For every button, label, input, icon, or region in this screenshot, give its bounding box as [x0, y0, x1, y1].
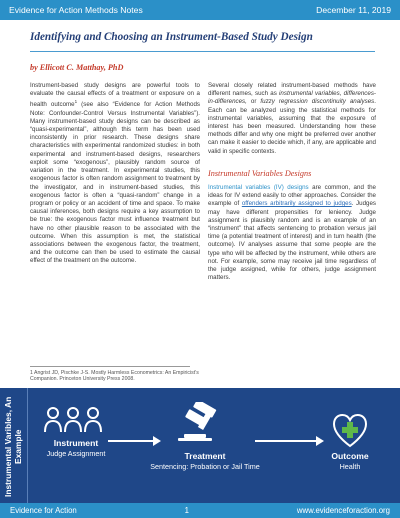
footer-bar: [0, 503, 400, 518]
methods-paragraph: Several closely related instrument-based methods have different names, such as instrumental variables, differences-in-differences, or fuzzy regression discontinuity analyses. Each can be analyzed using the statistical methods for instrumental variables, assuming that the exposure of interest has been measured. Understanding how these methods differ and why one might be preferred over another can make it easier to decide which, if any, are applicable and valid in specific contexts.: [208, 82, 376, 155]
iv-example-panel: [0, 388, 400, 503]
document-title: Identifying and Choosing an Instrument-Based Study Design: [30, 31, 313, 43]
arrow-treatment-outcome: [255, 440, 317, 442]
arrow-head-1: [153, 436, 161, 446]
footer-website-link[interactable]: www.evidenceforaction.org: [296, 506, 390, 515]
stage-treatment-title: Treatment: [184, 451, 226, 461]
arrow-head-2: [316, 436, 324, 446]
stage-outcome-subtitle: Health: [339, 462, 361, 471]
stage-instrument-title: Instrument: [53, 438, 99, 448]
footnote-marker[interactable]: 1: [74, 99, 78, 105]
stage-treatment-subtitle: Sentencing: Probation or Jail Time: [150, 462, 260, 471]
example-side-label: Instrumental Varibles, An Example: [3, 396, 23, 497]
stage-outcome-title: Outcome: [331, 451, 369, 461]
people-icon: [43, 406, 103, 434]
intro-paragraph: Instrument-based study designs are powerful tools to evaluate the causal effects of a treatment or exposure on a health outcome$^1$ (see also “Evidence for Action Methods Note: Confounder-Control Versus Instrumental Variables”). Many instrument-based study designs can be described as “quasi-experimental”, although this term has been used inconsistently in prior research. These designs share characteristics with experimental randomized studies: in both experimental and instrument-based designs, researchers exploit some “exogenous”, plausibly random source of variation in the treatment. In experimental studies, this exogenous factor is often random assignment to treatment by the investigator, and in instrument-based studies, this exogenous factor is often a “quasi-random” change in a program or policy or an accident of time and space. To make causal inferences, both designs require a key assumption to be true: the exogenous factor must influence treatment but have no other plausible reason to be associated with the outcome. When this assumption is met, the statistical associations between the exogenous factor, the treatment, and the outcome can then be used to estimate the causal effect of the treatment on the outcome.: [30, 82, 200, 265]
right-column: [208, 82, 376, 282]
title-divider: [30, 51, 375, 52]
header-date: December 11, 2019: [316, 5, 391, 15]
footer-organization: Evidence for Action: [10, 506, 77, 515]
footnote-divider: [30, 366, 190, 367]
header-publication: Evidence for Action Methods Notes: [9, 5, 143, 15]
stage-instrument-subtitle: Judge Assignment: [46, 449, 106, 458]
iv-paragraph: Instrumental variables (IV) designs are common, and the ideas for IV extend easily to other approaches. Consider the example of offenders arbitrarily assigned to judges. Judges may have different propensities for leniency. Judge assignment is plausibly random and is an example of an “instrument” that affects sentencing to probation versus jail time (a potential treatment of interest) and in turn health (the outcome). IV analyses assume that some people are the type who will be affected by the instrument, while others are not. For example, some may receive jail time regardless of the judge assigned, while for others, judge assignment matters.: [208, 184, 376, 282]
left-column: [30, 82, 200, 266]
section-heading-iv: Instrumental Variables Designs: [208, 168, 312, 178]
author-byline: by Ellicott C. Matthay, PhD: [30, 63, 124, 72]
judges-link[interactable]: offenders arbitrarily assigned to judges: [241, 200, 352, 208]
footer-page-number: 1: [184, 506, 189, 515]
gavel-icon: [174, 402, 236, 446]
footnote: 1 Angrist JD, Pischke J-S. Mostly Harmless Econometrics: An Empiricist’s Companion. Princeton University Press 2008.: [30, 370, 199, 383]
heart-plus-icon: [333, 414, 367, 448]
header-bar: [0, 0, 400, 20]
